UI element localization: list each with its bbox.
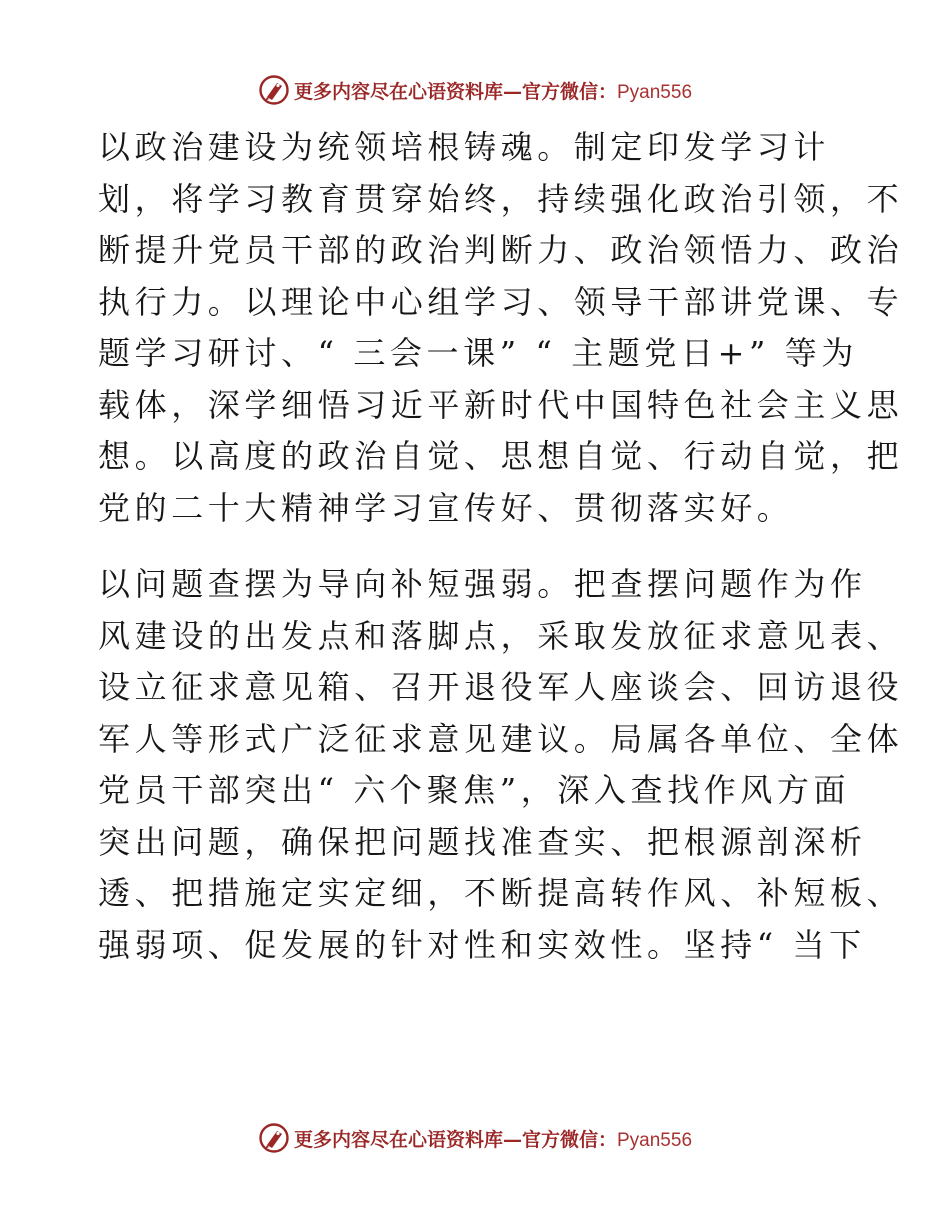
text-line: 以政治建设为统领培根铸魂。制定印发学习计 [98,128,831,166]
article-body [98,122,904,971]
text-line: 题学习研讨、“ 三会一课” “ 主题党日+” 等为 [98,334,858,372]
pen-nib-logo-icon [258,1122,290,1154]
text-line: 断提升党员干部的政治判断力、政治领悟力、政治 [98,231,904,269]
footer-banner [0,1120,950,1156]
text-line: 军人等形式广泛征求意见建议。局属各单位、全体 [98,719,904,758]
header-banner-text [294,77,692,104]
header-promo-text: 更多内容尽在心语资料库 [293,80,503,103]
paragraph-2 [98,559,904,971]
paragraph-1 [98,122,904,534]
text-line: 党的二十大精神学习宣传好、贯彻落实好。 [98,488,794,527]
text-line: 以问题查摆为导向补短强弱。把查摆问题作为作 [98,565,867,603]
footer-wechat-label: 官方微信： [521,1128,617,1151]
footer-wechat-id: Pyan556 [617,1129,693,1151]
text-line: 设立征求意见箱、召开退役军人座谈会、回访退役 [98,668,904,706]
footer-dash: — [502,1128,522,1151]
footer-promo-text: 更多内容尽在心语资料库 [293,1128,503,1151]
pen-nib-logo-icon [258,74,290,106]
text-line: 突出问题，确保把问题找准查实、把根源剖深析 [98,822,867,861]
text-line: 划，将学习教育贯穿始终，持续强化政治引领，不 [98,179,904,218]
header-banner [0,72,950,108]
text-line: 载体，深学细悟习近平新时代中国特色社会主义思 [98,385,904,424]
header-wechat-id: Pyan556 [617,81,693,103]
text-line: 强弱项、促发展的针对性和实效性。坚持“ 当下 [98,925,866,964]
text-line: 想。以高度的政治自觉、思想自觉、行动自觉，把 [98,437,904,475]
header-dash: — [502,80,522,103]
header-wechat-label: 官方微信： [521,80,617,103]
footer-banner-text [294,1125,692,1152]
text-line: 党员干部突出“ 六个聚焦”，深入查找作风方面 [98,771,851,809]
text-line: 透、把措施定实定细，不断提高转作风、补短板、 [98,874,904,912]
text-line: 执行力。以理论中心组学习、领导干部讲党课、专 [98,282,904,321]
text-line: 风建设的出发点和落脚点，采取发放征求意见表、 [98,616,904,655]
